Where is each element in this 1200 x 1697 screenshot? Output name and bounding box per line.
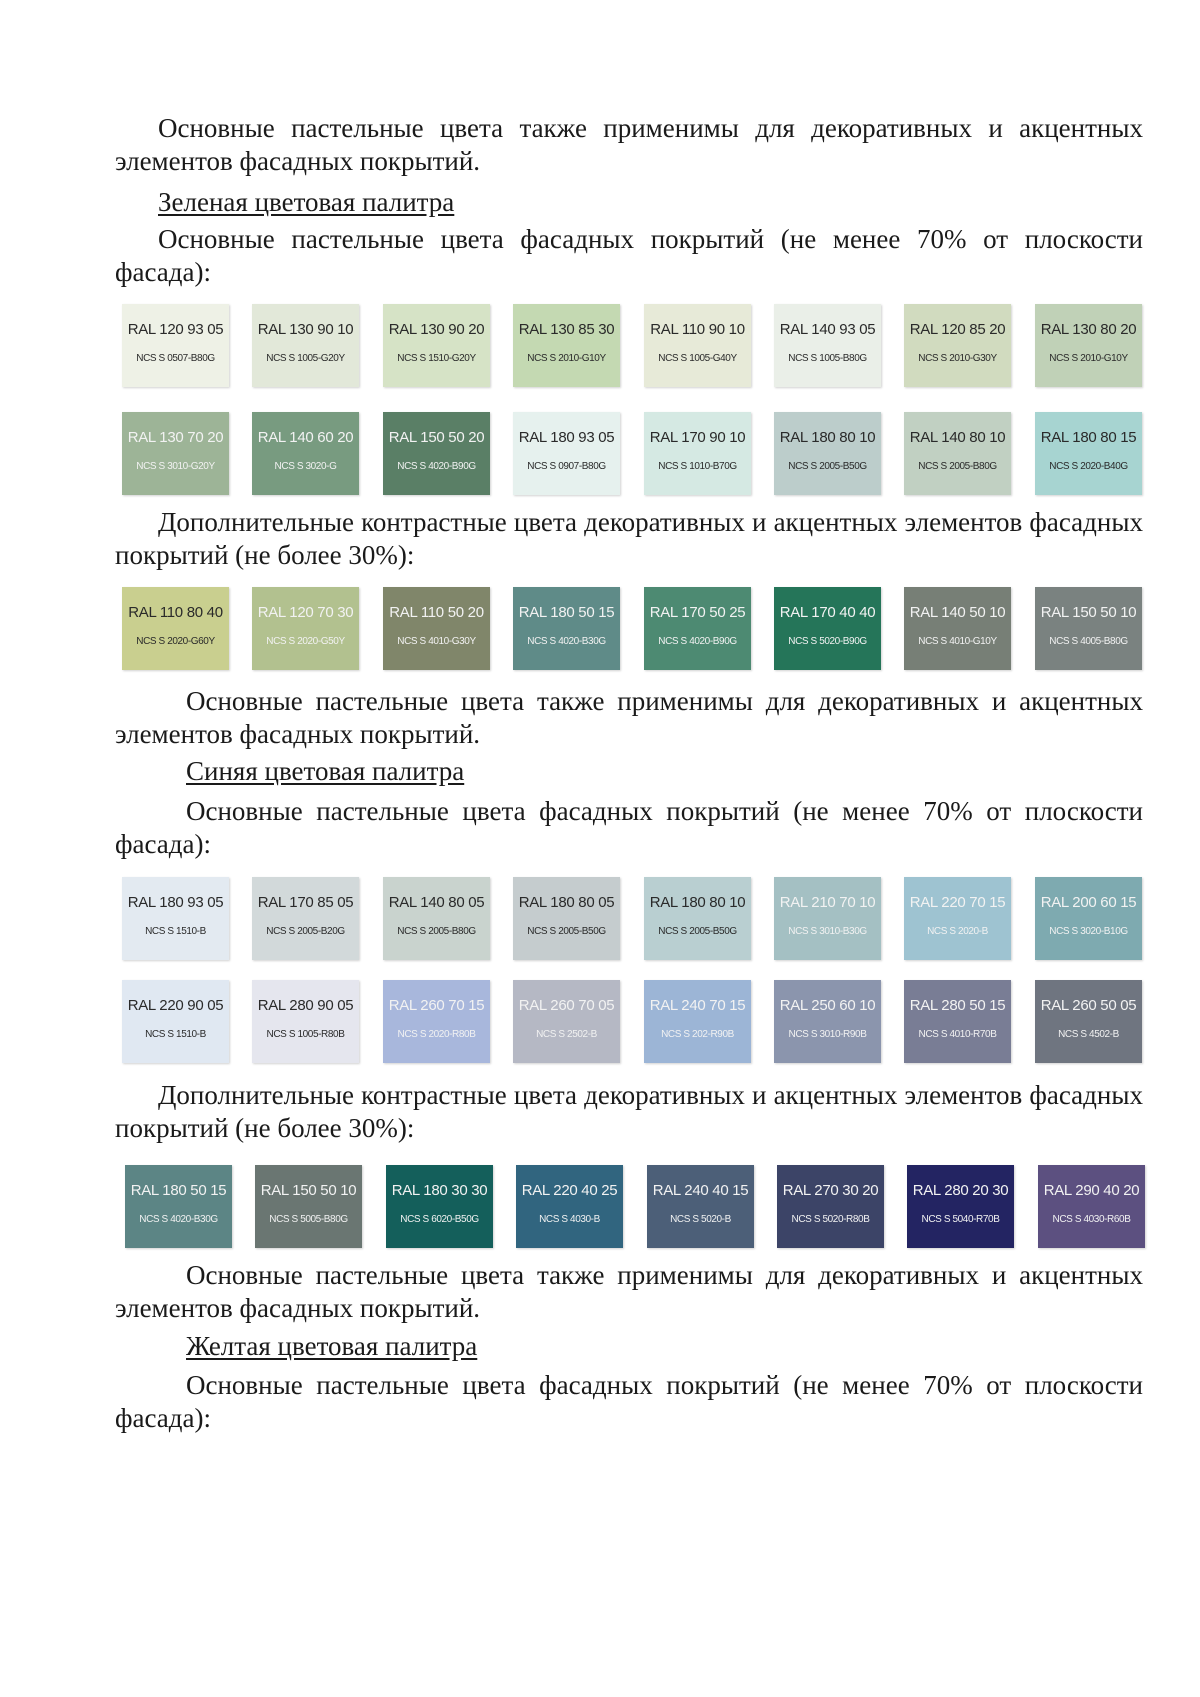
ncs-code: NCS S 2020-R80B [397, 1029, 476, 1040]
color-swatch [1035, 877, 1142, 960]
ral-code: RAL 110 50 20 [389, 604, 484, 621]
color-swatch [1035, 980, 1142, 1063]
ncs-code: NCS S 4020-B90G [658, 636, 737, 647]
ncs-code: NCS S 4020-B30G [527, 636, 606, 647]
ncs-code: NCS S 2020-B [927, 926, 988, 937]
green-main-caption: Основные пастельные цвета фасадных покрытий (не менее 70% от плоскости фасада): [115, 224, 1143, 287]
ncs-code: NCS S 4020-B90G [397, 461, 476, 472]
ral-code: RAL 260 70 15 [388, 997, 485, 1014]
ral-code: RAL 130 80 20 [1040, 321, 1137, 338]
ral-code: RAL 200 60 15 [1040, 894, 1137, 911]
ncs-code: NCS S 1010-B70G [658, 461, 737, 472]
ncs-code: NCS S 2010-G10Y [527, 353, 606, 364]
ncs-code: NCS S 1510-B [145, 926, 206, 937]
ncs-code: NCS S 5020-B [670, 1214, 731, 1225]
ncs-code: NCS S 3020-G [274, 461, 337, 472]
ncs-code: NCS S 5040-R70B [921, 1214, 1000, 1225]
ral-code: RAL 130 90 10 [257, 321, 354, 338]
color-swatch [383, 587, 490, 670]
ncs-code: NCS S 1510-G20Y [397, 353, 476, 364]
color-swatch [513, 877, 620, 960]
color-swatch [1038, 1165, 1145, 1248]
color-swatch [774, 587, 881, 670]
ncs-code: NCS S 1005-B80G [788, 353, 867, 364]
ral-code: RAL 130 85 30 [518, 321, 615, 338]
ncs-code: NCS S 2020-G60Y [136, 636, 215, 647]
ncs-code: NCS S 0907-B80G [527, 461, 606, 472]
color-swatch [777, 1165, 884, 1248]
yellow-palette-heading: Желтая цветовая палитра [186, 1331, 478, 1361]
ral-code: RAL 110 80 40 [128, 604, 223, 621]
ral-code: RAL 180 80 10 [649, 894, 746, 911]
ral-code: RAL 180 80 10 [779, 429, 876, 446]
ral-code: RAL 180 80 15 [1040, 429, 1137, 446]
ral-code: RAL 180 93 05 [518, 429, 615, 446]
ncs-code: NCS S 2005-B50G [527, 926, 606, 937]
color-swatch [383, 412, 490, 495]
ncs-code: NCS S 5005-B80G [269, 1214, 348, 1225]
ncs-code: NCS S 2020-G50Y [266, 636, 345, 647]
ral-code: RAL 130 70 20 [127, 429, 224, 446]
ncs-code: NCS S 2020-B40G [1049, 461, 1128, 472]
color-swatch [1035, 412, 1142, 495]
ral-code: RAL 220 70 15 [909, 894, 1006, 911]
ral-code: RAL 280 50 15 [909, 997, 1006, 1014]
color-swatch [513, 304, 620, 387]
ncs-code: NCS S 1005-G40Y [658, 353, 737, 364]
ncs-code: NCS S 3010-R90B [788, 1029, 867, 1040]
blue-palette-heading: Синяя цветовая палитра [186, 756, 465, 786]
color-swatch [252, 587, 359, 670]
color-swatch [513, 980, 620, 1063]
ncs-code: NCS S 4030-B [539, 1214, 600, 1225]
blue-pastel-note: Основные пастельные цвета также применимы для декоративных и акцентных элементов фасадных покрытий. [115, 1260, 1143, 1323]
ral-code: RAL 180 93 05 [127, 894, 224, 911]
ral-code: RAL 140 50 10 [909, 604, 1006, 621]
ral-code: RAL 140 60 20 [257, 429, 354, 446]
ncs-code: NCS S 5020-R80B [791, 1214, 870, 1225]
ncs-code: NCS S 4502-B [1058, 1029, 1119, 1040]
ral-code: RAL 240 40 15 [652, 1182, 749, 1199]
color-swatch [774, 412, 881, 495]
color-swatch [774, 980, 881, 1063]
ncs-code: NCS S 2005-B80G [397, 926, 476, 937]
color-swatch [383, 877, 490, 960]
ral-code: RAL 140 80 10 [909, 429, 1006, 446]
color-swatch [904, 304, 1011, 387]
color-swatch [383, 304, 490, 387]
color-swatch [383, 980, 490, 1063]
green-palette-heading: Зеленая цветовая палитра [158, 187, 455, 217]
ral-code: RAL 210 70 10 [779, 894, 876, 911]
ncs-code: NCS S 3020-B10G [1049, 926, 1128, 937]
ncs-code: NCS S 2005-B80G [918, 461, 997, 472]
ral-code: RAL 150 50 20 [388, 429, 485, 446]
color-swatch [122, 304, 229, 387]
color-swatch [252, 304, 359, 387]
ncs-code: NCS S 4010-R70B [918, 1029, 997, 1040]
ral-code: RAL 220 40 25 [521, 1182, 618, 1199]
ral-code: RAL 180 30 30 [391, 1182, 488, 1199]
ral-code: RAL 180 80 05 [518, 894, 615, 911]
ncs-code: NCS S 1005-G20Y [266, 353, 345, 364]
color-swatch [122, 587, 229, 670]
ral-code: RAL 170 85 05 [257, 894, 354, 911]
ncs-code: NCS S 6020-B50G [400, 1214, 479, 1225]
color-swatch [252, 877, 359, 960]
color-swatch [904, 877, 1011, 960]
color-swatch [513, 587, 620, 670]
ral-code: RAL 120 93 05 [127, 321, 224, 338]
ral-code: RAL 150 50 10 [260, 1182, 357, 1199]
ral-code: RAL 150 50 10 [1040, 604, 1137, 621]
color-swatch [904, 412, 1011, 495]
color-swatch [647, 1165, 754, 1248]
color-swatch [904, 980, 1011, 1063]
color-swatch [125, 1165, 232, 1248]
ral-code: RAL 180 50 15 [518, 604, 615, 621]
color-swatch [122, 980, 229, 1063]
ncs-code: NCS S 2010-G10Y [1049, 353, 1128, 364]
ncs-code: NCS S 3010-B30G [788, 926, 867, 937]
ral-code: RAL 120 70 30 [257, 604, 354, 621]
ral-code: RAL 250 60 10 [779, 997, 876, 1014]
green-pastel-note: Основные пастельные цвета также применимы для декоративных и акцентных элементов фасадных покрытий. [115, 686, 1143, 749]
color-swatch [644, 877, 751, 960]
ral-code: RAL 240 70 15 [649, 997, 746, 1014]
color-swatch [255, 1165, 362, 1248]
color-swatch [644, 304, 751, 387]
ral-code: RAL 140 93 05 [779, 321, 876, 338]
color-swatch [904, 587, 1011, 670]
ncs-code: NCS S 1510-B [145, 1029, 206, 1040]
ncs-code: NCS S 2005-B20G [266, 926, 345, 937]
ral-code: RAL 140 80 05 [388, 894, 485, 911]
ncs-code: NCS S 4010-G10Y [918, 636, 997, 647]
ral-code: RAL 260 50 05 [1040, 997, 1137, 1014]
ncs-code: NCS S 1005-R80B [266, 1029, 345, 1040]
ral-code: RAL 170 50 25 [649, 604, 746, 621]
ral-code: RAL 290 40 20 [1043, 1182, 1140, 1199]
blue-main-caption: Основные пастельные цвета фасадных покрытий (не менее 70% от плоскости фасада): [115, 796, 1143, 859]
color-swatch [122, 877, 229, 960]
ncs-code: NCS S 2010-G30Y [918, 353, 997, 364]
ral-code: RAL 270 30 20 [782, 1182, 879, 1199]
green-contrast-caption: Дополнительные контрастные цвета декоративных и акцентных элементов фасадных покрытий (не более 30%): [115, 507, 1143, 570]
color-swatch [513, 412, 620, 495]
color-swatch [1035, 587, 1142, 670]
ncs-code: NCS S 4020-B30G [139, 1214, 218, 1225]
ral-code: RAL 260 70 05 [518, 997, 615, 1014]
color-swatch [644, 980, 751, 1063]
ncs-code: NCS S 5020-B90G [788, 636, 867, 647]
ral-code: RAL 170 40 40 [779, 604, 876, 621]
ral-code: RAL 180 50 15 [130, 1182, 227, 1199]
color-swatch [774, 877, 881, 960]
ral-code: RAL 280 90 05 [257, 997, 354, 1014]
color-swatch [644, 587, 751, 670]
ral-code: RAL 120 85 20 [909, 321, 1006, 338]
ncs-code: NCS S 2502-B [536, 1029, 597, 1040]
ral-code: RAL 110 90 10 [650, 321, 745, 338]
color-swatch [774, 304, 881, 387]
color-swatch [516, 1165, 623, 1248]
color-swatch [644, 412, 751, 495]
ncs-code: NCS S 4030-R60B [1052, 1214, 1131, 1225]
yellow-main-caption: Основные пастельные цвета фасадных покрытий (не менее 70% от плоскости фасада): [115, 1370, 1143, 1433]
color-swatch [252, 980, 359, 1063]
ral-code: RAL 130 90 20 [388, 321, 485, 338]
ncs-code: NCS S 0507-B80G [136, 353, 215, 364]
blue-contrast-caption: Дополнительные контрастные цвета декоративных и акцентных элементов фасадных покрытий (не более 30%): [115, 1080, 1143, 1143]
color-swatch [122, 412, 229, 495]
color-swatch [252, 412, 359, 495]
ncs-code: NCS S 2005-B50G [788, 461, 867, 472]
ral-code: RAL 280 20 30 [912, 1182, 1009, 1199]
ncs-code: NCS S 3010-G20Y [136, 461, 215, 472]
intro-paragraph: Основные пастельные цвета также применимы для декоративных и акцентных элементов фасадных покрытий. [115, 113, 1143, 176]
ral-code: RAL 220 90 05 [127, 997, 224, 1014]
color-swatch [907, 1165, 1014, 1248]
ncs-code: NCS S 202-R90B [661, 1029, 734, 1040]
ncs-code: NCS S 4005-B80G [1049, 636, 1128, 647]
color-swatch [1035, 304, 1142, 387]
ral-code: RAL 170 90 10 [649, 429, 746, 446]
color-swatch [386, 1165, 493, 1248]
ncs-code: NCS S 2005-B50G [658, 926, 737, 937]
ncs-code: NCS S 4010-G30Y [397, 636, 476, 647]
